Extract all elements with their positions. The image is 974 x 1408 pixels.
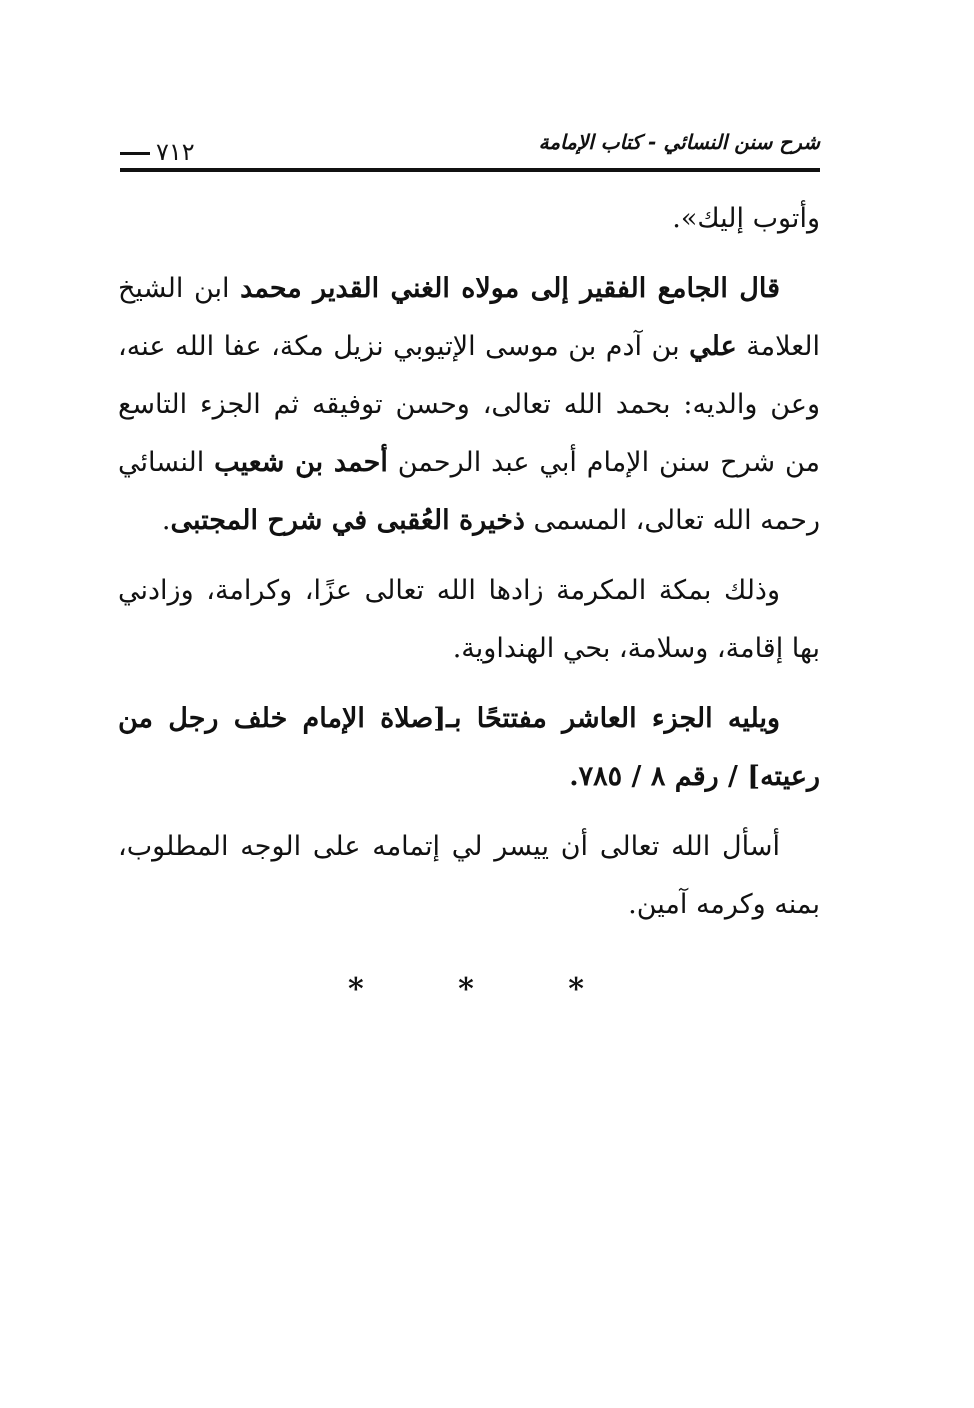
paragraph-2-name: أحمد بن شعيب <box>214 447 388 478</box>
paragraph-2-text-c: النسائي رحمه الله تعالى، المسمى <box>118 447 820 536</box>
page-number <box>120 138 195 166</box>
paragraph-4: ويليه الجزء العاشر مفتتحًا بـ[صلاة الإمام خلف رجل من رعيته] / رقم ٨ / ٧٨٥. <box>118 703 820 792</box>
paragraph-2-text-a: ابن الشيخ العلامة <box>118 273 821 362</box>
paragraph-3: وذلك بمكة المكرمة زادها الله تعالى عزًا، وكرامة، وزادني بها إقامة، وسلامة، بحي الهنداوية. <box>118 575 820 664</box>
paragraph-5: أسأل الله تعالى أن ييسر لي إتمامه على الوجه المطلوب، بمنه وكرمه آمين. <box>118 831 820 920</box>
section-end-stars: * * * <box>348 972 626 1007</box>
paragraph-2-ali: علي <box>689 331 737 362</box>
paragraph-2-text-b: بن آدم بن موسى الإتيوبي نزيل مكة، عفا الله عنه، وعن والديه: بحمد الله تعالى، وحسن توفيقه ثم الجزء التاسع من شرح سنن الإمام أبي عبد الرحمن <box>118 331 821 478</box>
header-rule <box>120 168 820 172</box>
paragraph-2-end: . <box>161 505 171 536</box>
running-title: شرح سنن النسائي - كتاب الإمامة <box>538 130 820 154</box>
paragraph-2-intro: قال الجامع الفقير إلى مولاه الغني القدير محمد <box>240 273 780 304</box>
page-number-text: ٧١٢ <box>156 138 195 166</box>
paragraph-2 <box>118 260 820 550</box>
page-number-dash <box>120 152 150 155</box>
page-body <box>118 190 820 946</box>
paragraph-1: وأتوب إليك». <box>672 203 820 234</box>
paragraph-2-book-title: ذخيرة العُقبى في شرح المجتبى <box>170 505 525 536</box>
page-header <box>120 120 820 176</box>
